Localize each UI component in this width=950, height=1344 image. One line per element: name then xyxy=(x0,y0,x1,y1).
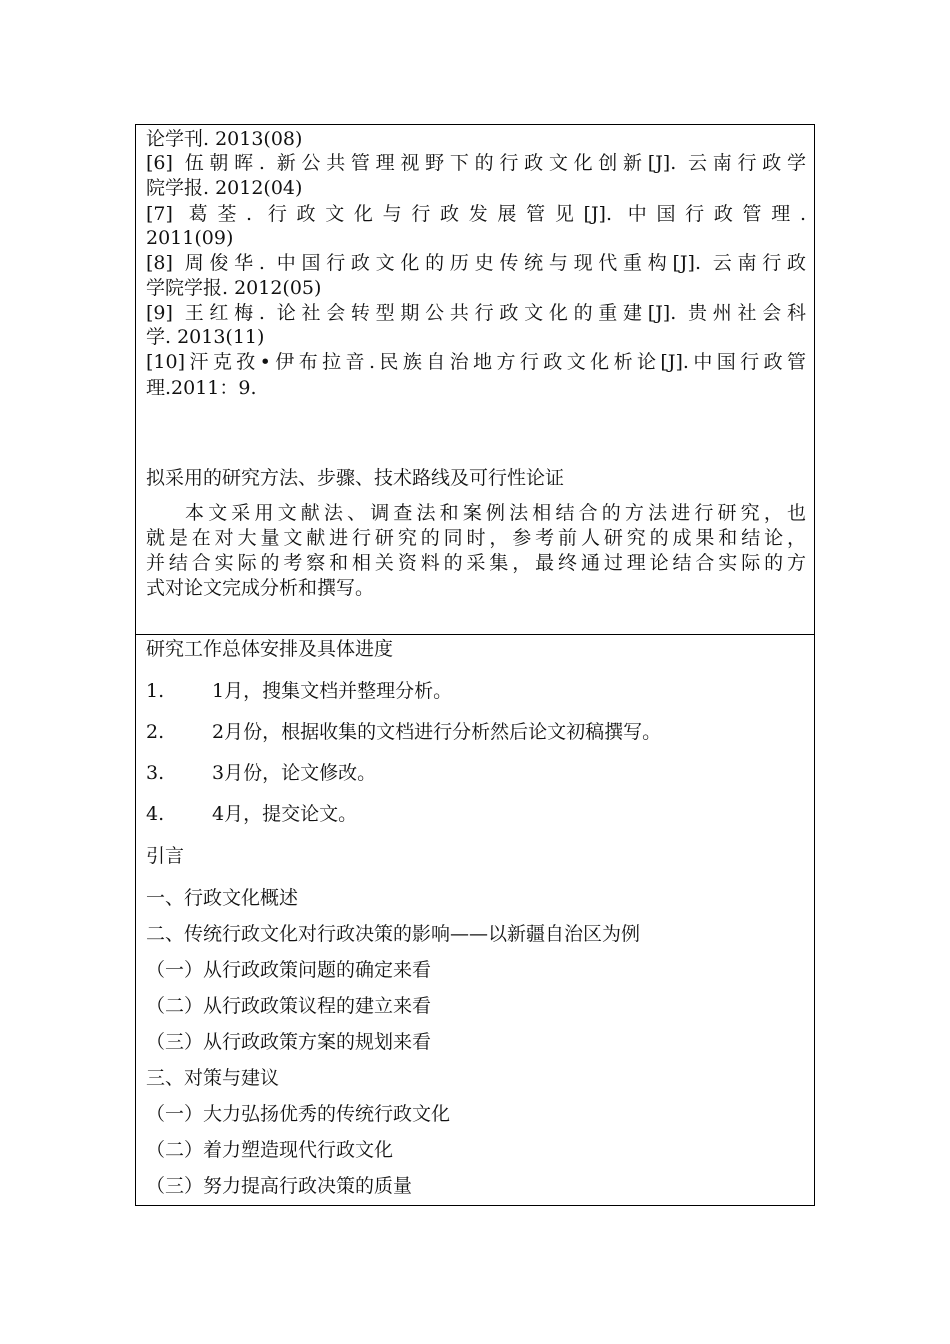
schedule-step xyxy=(146,802,806,826)
schedule-heading: 研究工作总体安排及具体进度 xyxy=(146,638,394,660)
reference-line: 院学报. 2012(04) xyxy=(146,177,303,199)
reference-line: 学院学报. 2012(05) xyxy=(146,277,322,299)
step-number: 3. xyxy=(146,762,165,784)
step-text: 2月份，根据收集的文档进行分析然后论文初稿撰写。 xyxy=(212,721,662,743)
reference-line: 2011(09) xyxy=(146,227,234,249)
references-cell xyxy=(136,125,814,635)
outline-item: （二）从行政政策议程的建立来看 xyxy=(146,995,432,1017)
proposal-table xyxy=(135,124,815,1206)
outline-item: 三、对策与建议 xyxy=(146,1067,280,1089)
methods-paragraph-line: 并结合实际的考察和相关资料的采集，最终通过理论结合实际的方 xyxy=(146,552,806,574)
schedule-step xyxy=(146,720,806,744)
reference-line: [6] 伍朝晖. 新公共管理视野下的行政文化创新[J]. 云南行政学 xyxy=(146,152,806,174)
outline-item: （一）大力弘扬优秀的传统行政文化 xyxy=(146,1103,451,1125)
outline-item: （三）努力提高行政决策的质量 xyxy=(146,1175,413,1197)
step-number: 4. xyxy=(146,803,165,825)
schedule-cell xyxy=(136,635,814,1205)
outline-item: （二）着力塑造现代行政文化 xyxy=(146,1139,394,1161)
reference-line: [7] 葛荃. 行政文化与行政发展管见[J]. 中国行政管理. xyxy=(146,203,806,225)
reference-line: 论学刊. 2013(08) xyxy=(146,128,303,150)
methods-paragraph-line: 式对论文完成分析和撰写。 xyxy=(146,577,375,599)
outline-item: 一、行政文化概述 xyxy=(146,887,299,909)
step-text: 1月，搜集文档并整理分析。 xyxy=(212,680,453,702)
reference-line: [8] 周俊华. 中国行政文化的历史传统与现代重构[J]. 云南行政 xyxy=(146,252,806,274)
schedule-step xyxy=(146,761,806,785)
outline-item: （一）从行政政策问题的确定来看 xyxy=(146,959,432,981)
reference-line: 理.2011：9. xyxy=(146,377,257,399)
reference-line: [9] 王红梅. 论社会转型期公共行政文化的重建[J]. 贵州社会科 xyxy=(146,302,806,324)
step-number: 1. xyxy=(146,680,165,702)
outline-item: （三）从行政政策方案的规划来看 xyxy=(146,1031,432,1053)
reference-line: 学. 2013(11) xyxy=(146,326,265,348)
methods-paragraph-line: 就是在对大量文献进行研究的同时，参考前人研究的成果和结论， xyxy=(146,527,806,549)
methods-heading: 拟采用的研究方法、步骤、技术路线及可行性论证 xyxy=(146,467,565,489)
step-number: 2. xyxy=(146,721,165,743)
step-text: 3月份，论文修改。 xyxy=(212,762,377,784)
schedule-step xyxy=(146,679,806,703)
step-text: 4月，提交论文。 xyxy=(212,803,358,825)
outline-item: 二、传统行政文化对行政决策的影响——以新疆自治区为例 xyxy=(146,923,641,945)
reference-line: [10]汗克孜•伊布拉音.民族自治地方行政文化析论[J].中国行政管 xyxy=(146,351,806,373)
outline-item: 引言 xyxy=(146,845,185,867)
methods-paragraph-line: 本文采用文献法、调查法和案例法相结合的方法进行研究，也 xyxy=(185,502,806,524)
